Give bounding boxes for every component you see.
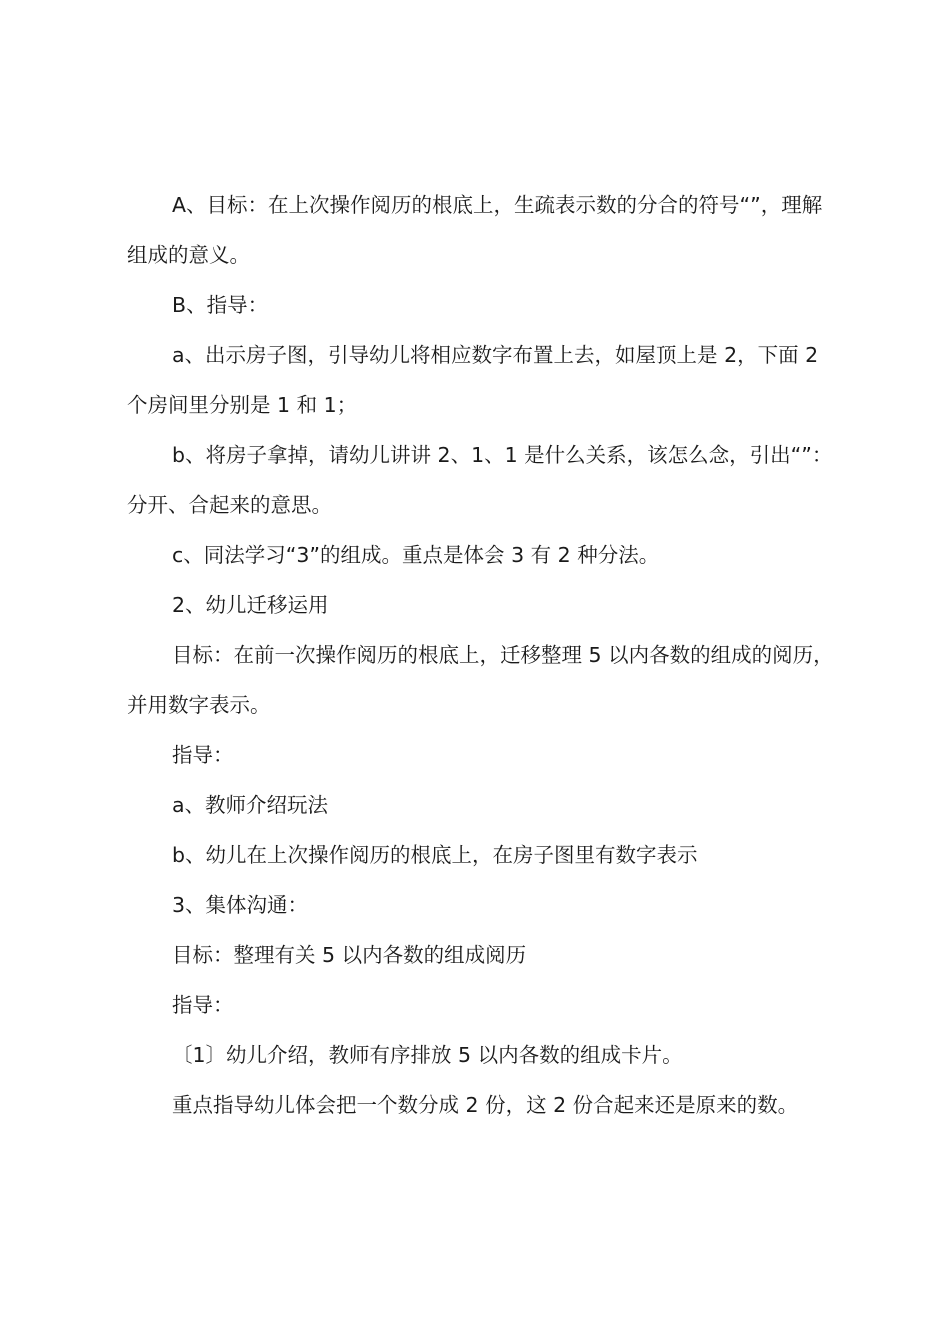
paragraph-section-3-focus: 重点指导幼儿体会把一个数分成 2 份，这 2 份合起来还是原来的数。 bbox=[172, 1093, 799, 1117]
paragraph-section-3: 3、集体沟通： bbox=[172, 893, 309, 917]
document-body bbox=[127, 180, 835, 1130]
paragraph-section-3-item-1: 〔1〕幼儿介绍，教师有序排放 5 以内各数的组成卡片。 bbox=[172, 1043, 683, 1067]
paragraph-section-2-b: b、幼儿在上次操作阅历的根底上，在房子图里有数字表示 bbox=[172, 843, 698, 867]
paragraph-step-a-house: a、出示房子图，引导幼儿将相应数字布置上去，如屋顶上是 2，下面 2 个房间里分别是 1 和 1； bbox=[127, 343, 825, 417]
paragraph-section-2: 2、幼儿迁移运用 bbox=[172, 593, 329, 617]
paragraph-step-c-three: c、同法学习“3”的组成。重点是体会 3 有 2 种分法。 bbox=[172, 543, 660, 567]
paragraph-section-3-goal: 目标：整理有关 5 以内各数的组成阅历 bbox=[172, 943, 527, 967]
paragraph-section-2-a: a、教师介绍玩法 bbox=[172, 793, 329, 817]
paragraph-section-3-guide: 指导： bbox=[172, 993, 234, 1017]
paragraph-step-b-relation: b、将房子拿掉，请幼儿讲讲 2、1、1 是什么关系，该怎么念，引出“”：分开、合起来的意思。 bbox=[127, 443, 833, 517]
paragraph-goal-a: A、目标：在上次操作阅历的根底上，生疏表示数的分合的符号“”，理解组成的意义。 bbox=[127, 193, 823, 267]
paragraph-section-2-guide: 指导： bbox=[172, 743, 234, 767]
paragraph-section-2-goal: 目标：在前一次操作阅历的根底上，迁移整理 5 以内各数的组成的阅历，并用数字表示。 bbox=[127, 643, 834, 717]
paragraph-guide-b: B、指导： bbox=[172, 293, 269, 317]
